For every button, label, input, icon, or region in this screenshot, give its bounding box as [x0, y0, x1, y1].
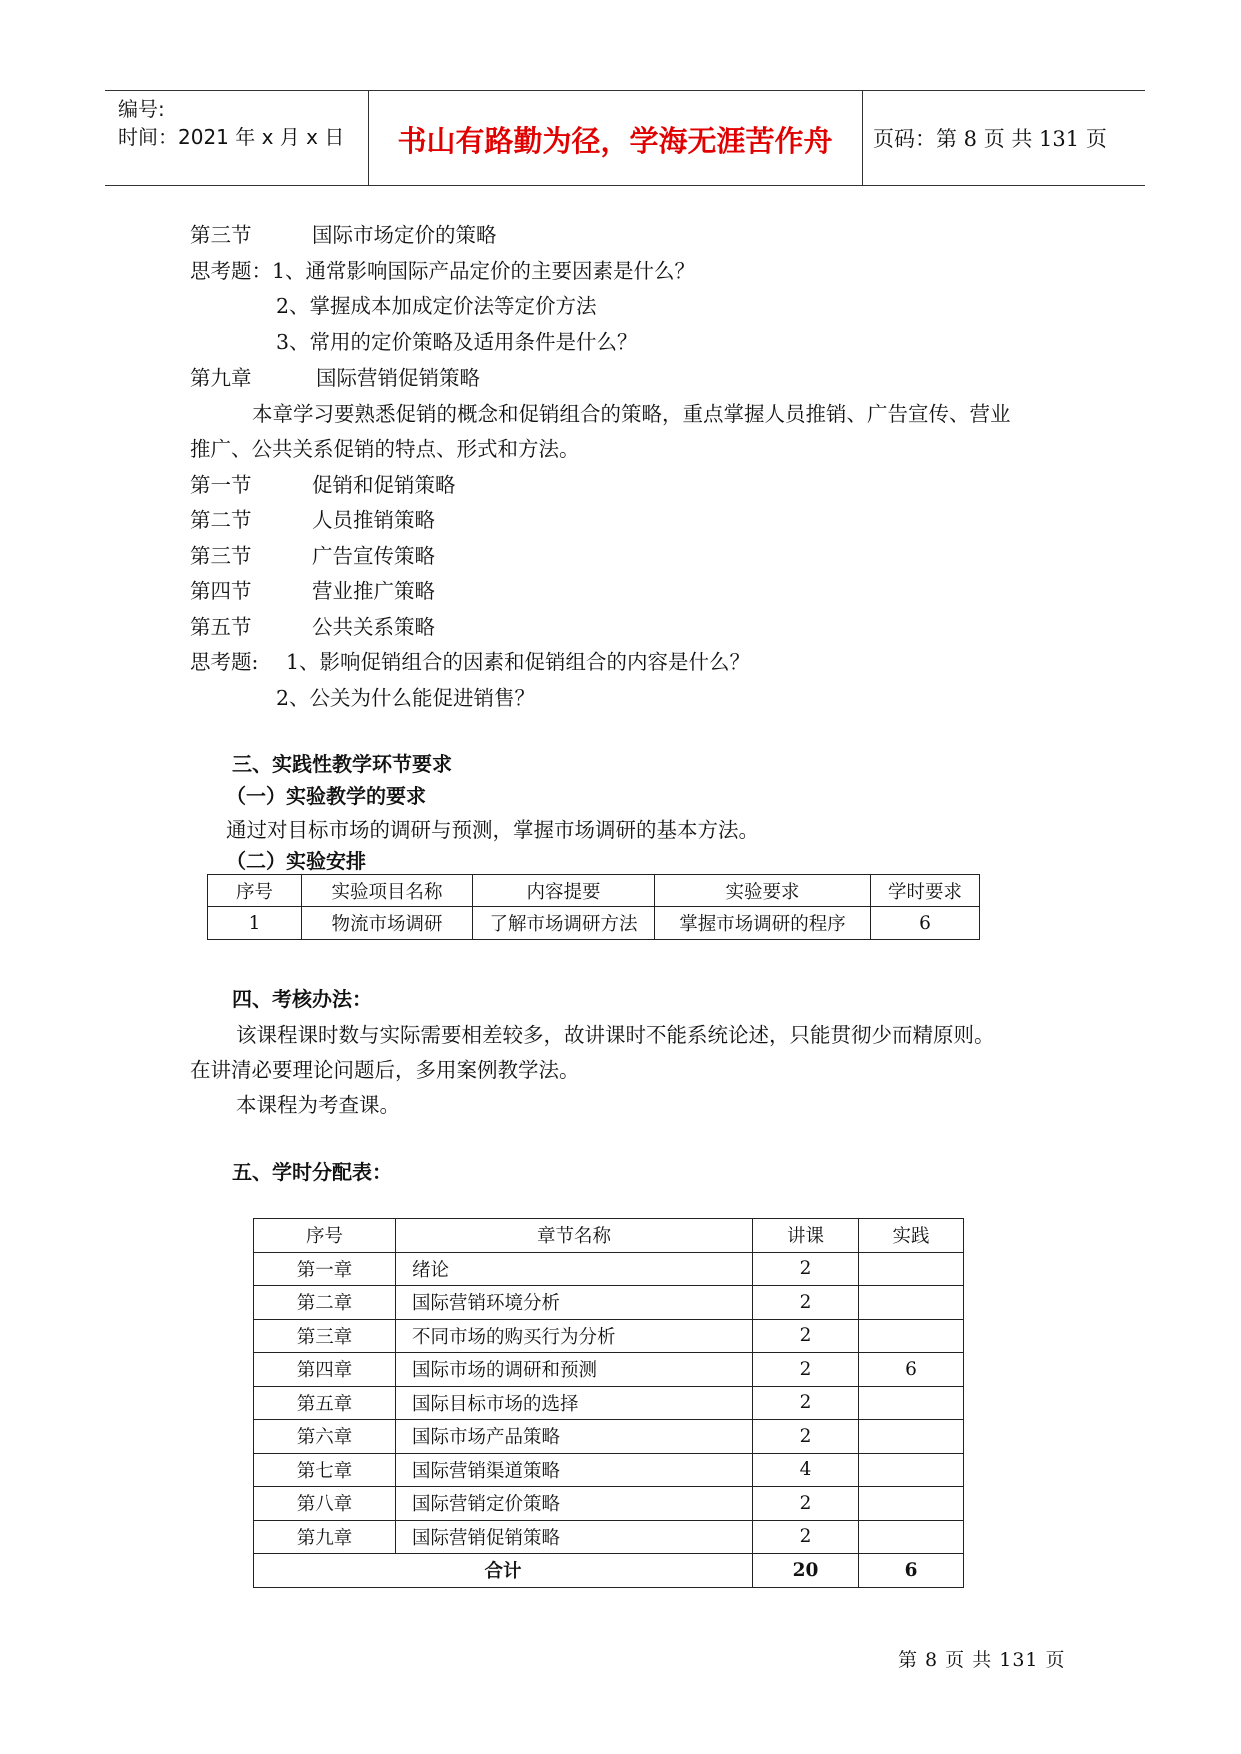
chapter-title: 国际营销促销策略	[316, 366, 480, 390]
section-line: 第一节 促销和促销策略	[190, 473, 456, 497]
table-row: 1 物流市场调研 了解市场调研方法 掌握市场调研的程序 6	[208, 907, 980, 940]
heading-3-2: （二）实验安排	[226, 849, 366, 873]
table-row: 第八章 国际营销定价策略 2	[254, 1487, 964, 1521]
question-text: 1、影响促销组合的因素和促销组合的内容是什么？	[286, 650, 751, 674]
page-footer: 第 8 页 共 131 页	[898, 1649, 1066, 1671]
paragraph: 本章学习要熟悉促销的概念和促销组合的策略，重点掌握人员推销、广告宣传、营业	[252, 402, 1011, 426]
section-line: 第三节 广告宣传策略	[190, 544, 435, 568]
paragraph: 通过对目标市场的调研与预测，掌握市场调研的基本方法。	[226, 818, 759, 842]
header-left	[118, 95, 344, 151]
question-line	[190, 254, 695, 284]
question-text: 1、通常影响国际产品定价的主要因素是什么？	[272, 259, 696, 283]
experiment-table	[207, 874, 980, 940]
question-label: 思考题:	[190, 650, 259, 674]
page-label: 页码：第 8 页 共 131 页	[873, 127, 1107, 151]
table-row: 第五章 国际目标市场的选择 2	[254, 1386, 964, 1420]
table-row: 第三章 不同市场的购买行为分析 2	[254, 1319, 964, 1353]
table-row: 第二章 国际营销环境分析 2	[254, 1286, 964, 1320]
section-line: 第四节 营业推广策略	[190, 579, 435, 603]
question-label: 思考题：	[190, 259, 272, 283]
table-header-row: 序号 章节名称 讲课 实践	[254, 1219, 964, 1253]
table-row: 第一章 绪论 2	[254, 1252, 964, 1286]
header-divider	[862, 91, 863, 185]
chapter-line	[190, 361, 480, 391]
paragraph: 该课程课时数与实际需要相差较多，故讲课时不能系统论述，只能贯彻少而精原则。	[236, 1023, 995, 1047]
chapter-number: 第九章	[190, 366, 252, 390]
paragraph: 本课程为考查课。	[236, 1093, 400, 1117]
section-line	[190, 218, 497, 248]
page-header	[105, 90, 1145, 186]
section-title: 国际市场定价的策略	[312, 223, 497, 247]
header-divider	[368, 91, 369, 185]
question-line: 2、公关为什么能促进销售？	[276, 686, 536, 710]
motto: 书山有路勤为径，学海无涯苦作舟	[397, 124, 833, 158]
question-line: 2、掌握成本加成定价法等定价方法	[276, 294, 597, 318]
question-line: 3、常用的定价策略及适用条件是什么？	[276, 330, 638, 354]
question-line	[190, 645, 750, 675]
paragraph: 推广、公共关系促销的特点、形式和方法。	[190, 437, 580, 461]
table-row: 第六章 国际市场产品策略 2	[254, 1420, 964, 1454]
section-line: 第二节 人员推销策略	[190, 508, 435, 532]
section-number: 第三节	[190, 223, 252, 247]
paragraph: 在讲清必要理论问题后，多用案例教学法。	[190, 1058, 580, 1082]
heading-3-1: （一）实验教学的要求	[226, 784, 426, 808]
hours-table	[253, 1218, 964, 1588]
time-label: 时间：2021 年 x 月 x 日	[118, 125, 345, 149]
heading-5: 五、学时分配表：	[232, 1160, 392, 1184]
heading-4: 四、考核办法：	[232, 987, 372, 1011]
table-row: 第四章 国际市场的调研和预测 2 6	[254, 1353, 964, 1387]
table-total-row: 合计 20 6	[254, 1554, 964, 1588]
table-header-row: 序号 实验项目名称 内容提要 实验要求 学时要求	[208, 875, 980, 907]
number-label: 编号:	[118, 97, 165, 121]
section-line: 第五节 公共关系策略	[190, 615, 435, 639]
heading-3: 三、实践性教学环节要求	[232, 752, 452, 776]
table-row: 第七章 国际营销渠道策略 4	[254, 1453, 964, 1487]
table-row: 第九章 国际营销促销策略 2	[254, 1520, 964, 1554]
